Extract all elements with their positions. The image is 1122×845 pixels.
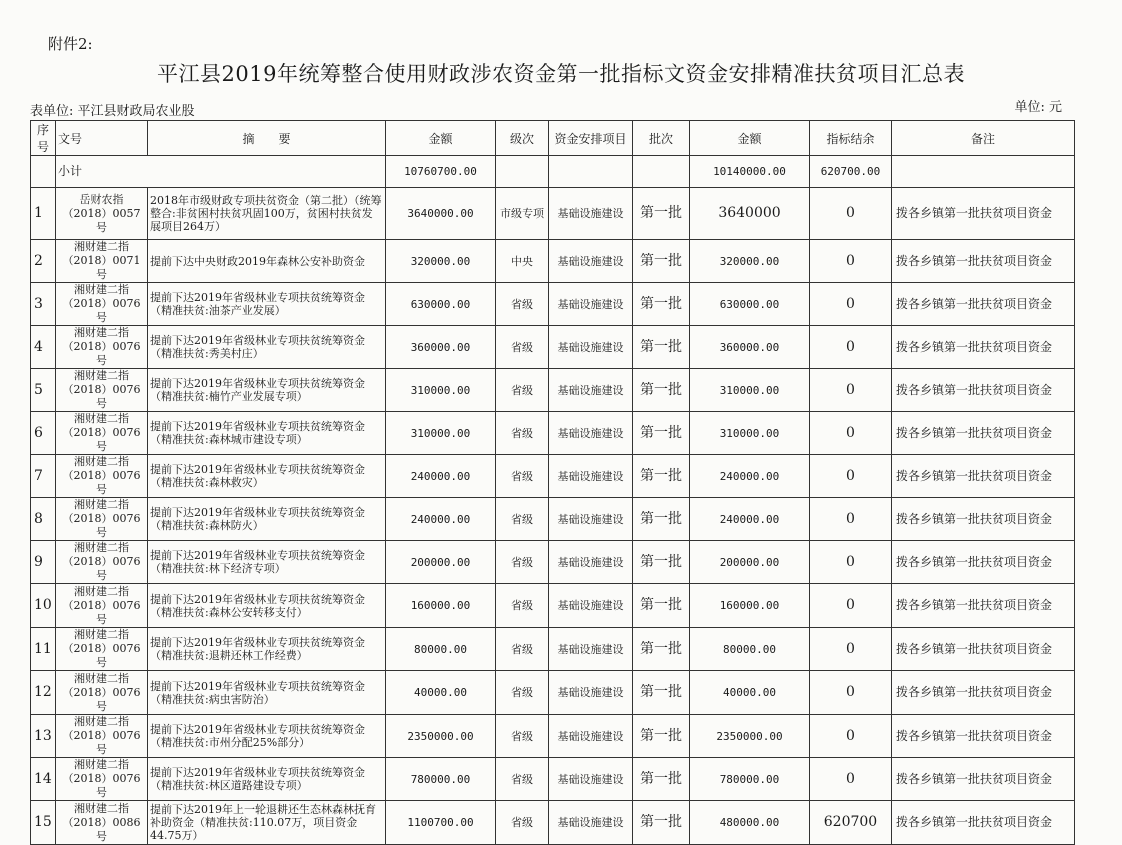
balance-cell: 0 <box>810 188 892 240</box>
table-row <box>31 369 1075 412</box>
level-cell: 省级 <box>496 671 549 715</box>
table-row <box>31 758 1075 801</box>
batch-cell: 第一批 <box>633 283 690 326</box>
category-cell: 基础设施建设 <box>549 671 633 715</box>
page-title: 平江县2019年统筹整合使用财政涉农资金第一批指标文资金安排精准扶贫项目汇总表 <box>157 62 965 86</box>
amount2-cell: 240000.00 <box>690 498 810 541</box>
amount2-cell: 160000.00 <box>690 584 810 628</box>
col-header-amount2: 金额 <box>690 121 810 156</box>
note-cell: 拨各乡镇第一批扶贫项目资金 <box>892 326 1075 369</box>
amount-cell: 40000.00 <box>386 671 496 715</box>
note-cell: 拨各乡镇第一批扶贫项目资金 <box>892 715 1075 758</box>
row-number: 1 <box>31 188 56 240</box>
summary-text: 提前下达2019年省级林业专项扶贫统筹资金（精准扶贫:病虫害防治） <box>148 671 386 715</box>
row-number: 8 <box>31 498 56 541</box>
category-cell: 基础设施建设 <box>549 541 633 584</box>
level-cell: 省级 <box>496 758 549 801</box>
col-header-batch: 批次 <box>633 121 690 156</box>
summary-text: 提前下达2019年省级林业专项扶贫统筹资金（精准扶贫:森林防火） <box>148 498 386 541</box>
row-number: 4 <box>31 326 56 369</box>
doc-number: 湘财建二指（2018）0086号 <box>56 801 148 845</box>
category-cell: 基础设施建设 <box>549 498 633 541</box>
summary-text: 提前下达2019年省级林业专项扶贫统筹资金（精准扶贫:楠竹产业发展专项） <box>148 369 386 412</box>
row-number: 13 <box>31 715 56 758</box>
balance-cell: 0 <box>810 369 892 412</box>
category-cell: 基础设施建设 <box>549 188 633 240</box>
category-cell: 基础设施建设 <box>549 628 633 671</box>
row-number: 15 <box>31 801 56 845</box>
category-cell: 基础设施建设 <box>549 326 633 369</box>
category-cell: 基础设施建设 <box>549 412 633 455</box>
summary-text: 提前下达2019年省级林业专项扶贫统筹资金（精准扶贫:森林救灾） <box>148 455 386 498</box>
subtotal-amount: 10760700.00 <box>386 156 496 188</box>
doc-number: 湘财建二指（2018）0076号 <box>56 283 148 326</box>
note-cell: 拨各乡镇第一批扶贫项目资金 <box>892 671 1075 715</box>
balance-cell: 0 <box>810 455 892 498</box>
amount2-cell: 240000.00 <box>690 455 810 498</box>
table-row <box>31 240 1075 283</box>
amount-cell: 160000.00 <box>386 584 496 628</box>
balance-cell: 0 <box>810 541 892 584</box>
amount2-cell: 2350000.00 <box>690 715 810 758</box>
table-row <box>31 801 1075 845</box>
amount-cell: 310000.00 <box>386 369 496 412</box>
amount2-cell: 480000.00 <box>690 801 810 845</box>
category-cell: 基础设施建设 <box>549 758 633 801</box>
table-row <box>31 283 1075 326</box>
summary-text: 提前下达2019年省级林业专项扶贫统筹资金（精准扶贫:森林城市建设专项） <box>148 412 386 455</box>
note-cell: 拨各乡镇第一批扶贫项目资金 <box>892 628 1075 671</box>
amount2-cell: 40000.00 <box>690 671 810 715</box>
category-cell: 基础设施建设 <box>549 801 633 845</box>
batch-cell: 第一批 <box>633 801 690 845</box>
amount2-cell: 3640000 <box>690 188 810 240</box>
summary-text: 提前下达2019年省级林业专项扶贫统筹资金（精准扶贫:市州分配25%部分） <box>148 715 386 758</box>
balance-cell: 0 <box>810 283 892 326</box>
doc-number: 湘财建二指（2018）0076号 <box>56 412 148 455</box>
balance-cell: 0 <box>810 628 892 671</box>
category-cell: 基础设施建设 <box>549 369 633 412</box>
row-number: 14 <box>31 758 56 801</box>
subtotal-label: 小计 <box>56 156 386 188</box>
category-cell: 基础设施建设 <box>549 455 633 498</box>
summary-text: 提前下达2019年省级林业专项扶贫统筹资金（精准扶贫:林下经济专项） <box>148 541 386 584</box>
level-cell: 省级 <box>496 584 549 628</box>
table-row <box>31 455 1075 498</box>
note-cell: 拨各乡镇第一批扶贫项目资金 <box>892 498 1075 541</box>
amount2-cell: 200000.00 <box>690 541 810 584</box>
row-number: 6 <box>31 412 56 455</box>
summary-text: 提前下达中央财政2019年森林公安补助资金 <box>148 240 386 283</box>
table-row <box>31 628 1075 671</box>
batch-cell: 第一批 <box>633 412 690 455</box>
doc-number: 湘财建二指（2018）0076号 <box>56 584 148 628</box>
batch-cell: 第一批 <box>633 498 690 541</box>
balance-cell: 0 <box>810 584 892 628</box>
doc-number: 湘财建二指（2018）0071号 <box>56 240 148 283</box>
level-cell: 省级 <box>496 326 549 369</box>
balance-cell: 0 <box>810 240 892 283</box>
doc-number: 湘财建二指（2018）0076号 <box>56 628 148 671</box>
col-header-category: 资金安排项目 <box>549 121 633 156</box>
balance-cell: 0 <box>810 498 892 541</box>
note-cell: 拨各乡镇第一批扶贫项目资金 <box>892 369 1075 412</box>
amount-cell: 630000.00 <box>386 283 496 326</box>
summary-text: 提前下达2019年上一轮退耕还生态林森林抚育补助资金（精准扶贫:110.07万，项目资金44.75万） <box>148 801 386 845</box>
batch-cell: 第一批 <box>633 584 690 628</box>
level-cell: 省级 <box>496 801 549 845</box>
doc-number: 岳财农指（2018）0057号 <box>56 188 148 240</box>
amount2-cell: 80000.00 <box>690 628 810 671</box>
level-cell: 省级 <box>496 412 549 455</box>
batch-cell: 第一批 <box>633 326 690 369</box>
category-cell: 基础设施建设 <box>549 584 633 628</box>
level-cell: 省级 <box>496 283 549 326</box>
doc-number: 湘财建二指（2018）0076号 <box>56 671 148 715</box>
batch-cell: 第一批 <box>633 240 690 283</box>
level-cell: 省级 <box>496 628 549 671</box>
batch-cell: 第一批 <box>633 715 690 758</box>
note-cell: 拨各乡镇第一批扶贫项目资金 <box>892 584 1075 628</box>
balance-cell: 0 <box>810 326 892 369</box>
amount-cell: 320000.00 <box>386 240 496 283</box>
level-cell: 省级 <box>496 455 549 498</box>
amount-cell: 360000.00 <box>386 326 496 369</box>
level-cell: 省级 <box>496 541 549 584</box>
level-cell: 省级 <box>496 498 549 541</box>
doc-number: 湘财建二指（2018）0076号 <box>56 369 148 412</box>
amount-cell: 310000.00 <box>386 412 496 455</box>
doc-number: 湘财建二指（2018）0076号 <box>56 541 148 584</box>
issuing-unit: 表单位: 平江县财政局农业股 <box>30 104 195 119</box>
summary-text: 提前下达2019年省级林业专项扶贫统筹资金（精准扶贫:秀美村庄） <box>148 326 386 369</box>
row-number: 9 <box>31 541 56 584</box>
amount2-cell: 320000.00 <box>690 240 810 283</box>
col-header-no: 序号 <box>31 121 56 156</box>
balance-cell: 0 <box>810 758 892 801</box>
summary-text: 提前下达2019年省级林业专项扶贫统筹资金（精准扶贫:森林公安转移支付） <box>148 584 386 628</box>
amount2-cell: 310000.00 <box>690 369 810 412</box>
batch-cell: 第一批 <box>633 188 690 240</box>
table-row <box>31 412 1075 455</box>
note-cell: 拨各乡镇第一批扶贫项目资金 <box>892 541 1075 584</box>
note-cell: 拨各乡镇第一批扶贫项目资金 <box>892 412 1075 455</box>
doc-number: 湘财建二指（2018）0076号 <box>56 715 148 758</box>
balance-cell: 0 <box>810 671 892 715</box>
level-cell: 中央 <box>496 240 549 283</box>
table-row <box>31 326 1075 369</box>
subtotal-amount2: 10140000.00 <box>690 156 810 188</box>
summary-text: 提前下达2019年省级林业专项扶贫统筹资金（精准扶贫:林区道路建设专项） <box>148 758 386 801</box>
col-header-balance: 指标结余 <box>810 121 892 156</box>
summary-text: 提前下达2019年省级林业专项扶贫统筹资金（精准扶贫:油茶产业发展） <box>148 283 386 326</box>
batch-cell: 第一批 <box>633 541 690 584</box>
summary-table <box>30 120 1075 845</box>
row-number: 12 <box>31 671 56 715</box>
doc-number: 湘财建二指（2018）0076号 <box>56 326 148 369</box>
note-cell: 拨各乡镇第一批扶贫项目资金 <box>892 240 1075 283</box>
doc-number: 湘财建二指（2018）0076号 <box>56 498 148 541</box>
row-number: 3 <box>31 283 56 326</box>
category-cell: 基础设施建设 <box>549 240 633 283</box>
amount-cell: 3640000.00 <box>386 188 496 240</box>
amount2-cell: 780000.00 <box>690 758 810 801</box>
batch-cell: 第一批 <box>633 455 690 498</box>
amount-cell: 2350000.00 <box>386 715 496 758</box>
table-row <box>31 715 1075 758</box>
amount-cell: 240000.00 <box>386 498 496 541</box>
level-cell: 省级 <box>496 369 549 412</box>
table-row <box>31 584 1075 628</box>
batch-cell: 第一批 <box>633 671 690 715</box>
batch-cell: 第一批 <box>633 369 690 412</box>
table-row <box>31 498 1075 541</box>
balance-cell: 0 <box>810 715 892 758</box>
level-cell: 市级专项 <box>496 188 549 240</box>
col-header-amount: 金额 <box>386 121 496 156</box>
table-row <box>31 671 1075 715</box>
row-number: 5 <box>31 369 56 412</box>
col-header-doc: 文号 <box>56 121 148 156</box>
level-cell: 省级 <box>496 715 549 758</box>
category-cell: 基础设施建设 <box>549 715 633 758</box>
amount-cell: 780000.00 <box>386 758 496 801</box>
balance-cell: 0 <box>810 412 892 455</box>
amount2-cell: 360000.00 <box>690 326 810 369</box>
summary-text: 2018年市级财政专项扶贫资金（第二批）（统筹整合:非贫困村扶贫巩固100万，贫困村扶贫发展项目264万） <box>148 188 386 240</box>
doc-number: 湘财建二指（2018）0076号 <box>56 455 148 498</box>
header-row <box>31 121 1075 156</box>
balance-cell: 620700 <box>810 801 892 845</box>
attachment-label: 附件2: <box>48 35 93 53</box>
subtotal-row <box>31 156 1075 188</box>
note-cell: 拨各乡镇第一批扶贫项目资金 <box>892 801 1075 845</box>
row-number: 11 <box>31 628 56 671</box>
summary-text: 提前下达2019年省级林业专项扶贫统筹资金（精准扶贫:退耕还林工作经费） <box>148 628 386 671</box>
batch-cell: 第一批 <box>633 628 690 671</box>
note-cell: 拨各乡镇第一批扶贫项目资金 <box>892 283 1075 326</box>
category-cell: 基础设施建设 <box>549 283 633 326</box>
amount-cell: 200000.00 <box>386 541 496 584</box>
doc-number: 湘财建二指（2018）0076号 <box>56 758 148 801</box>
row-number: 7 <box>31 455 56 498</box>
amount-cell: 240000.00 <box>386 455 496 498</box>
table-row <box>31 188 1075 240</box>
amount2-cell: 630000.00 <box>690 283 810 326</box>
amount2-cell: 310000.00 <box>690 412 810 455</box>
col-header-summary: 摘 要 <box>148 121 386 156</box>
col-header-level: 级次 <box>496 121 549 156</box>
note-cell: 拨各乡镇第一批扶贫项目资金 <box>892 758 1075 801</box>
amount-cell: 1100700.00 <box>386 801 496 845</box>
amount-cell: 80000.00 <box>386 628 496 671</box>
row-number: 2 <box>31 240 56 283</box>
col-header-note: 备注 <box>892 121 1075 156</box>
currency-unit: 单位: 元 <box>1014 100 1062 115</box>
table-row <box>31 541 1075 584</box>
subtotal-balance: 620700.00 <box>810 156 892 188</box>
note-cell: 拨各乡镇第一批扶贫项目资金 <box>892 188 1075 240</box>
row-number: 10 <box>31 584 56 628</box>
note-cell: 拨各乡镇第一批扶贫项目资金 <box>892 455 1075 498</box>
batch-cell: 第一批 <box>633 758 690 801</box>
